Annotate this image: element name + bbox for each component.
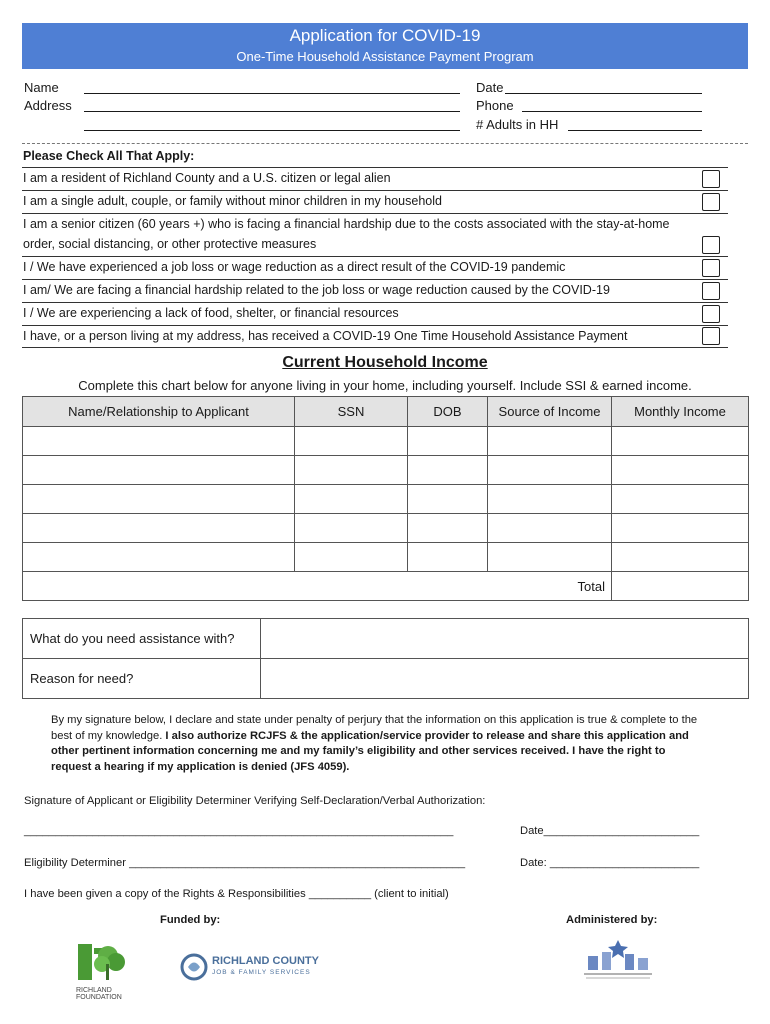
checklist-heading: Please Check All That Apply:: [23, 149, 195, 163]
declaration-authorization-text: I also authorize RCJFS & the application/service provider to release and share this application and other pertinent information concerning me and my family’s eligibility and other services received. I have the right to request a hearing if my application is denied (JFS 4059).: [51, 729, 689, 773]
declaration-paragraph: [51, 713, 706, 775]
checklist-item-text: I am/ We are facing a financial hardship related to the job loss or wage reduction caused by the COVID-19: [23, 283, 610, 297]
determiner-date-line[interactable]: Date: ________________________: [520, 857, 700, 869]
total-cell[interactable]: [612, 572, 749, 601]
reason-field[interactable]: [261, 659, 749, 699]
table-cell[interactable]: [612, 543, 749, 572]
header-banner: [22, 23, 748, 69]
phone-field[interactable]: [522, 111, 702, 112]
swirl-icon: [180, 952, 208, 982]
assistance-need-label: What do you need assistance with?: [23, 619, 261, 659]
adults-field[interactable]: [568, 130, 702, 131]
table-cell[interactable]: [295, 543, 408, 572]
checklist-item: [22, 167, 728, 190]
foundation-name-line2: FOUNDATION: [76, 994, 122, 1001]
income-instructions: Complete this chart below for anyone living in your home, including yourself. Include SSI & earned income.: [78, 378, 692, 393]
adults-label: # Adults in HH: [476, 117, 559, 132]
total-row: [23, 572, 749, 601]
date-label: Date: [476, 80, 504, 95]
assistance-table: [22, 618, 749, 699]
reason-label: Reason for need?: [23, 659, 261, 699]
table-row: [23, 514, 749, 543]
name-label: Name: [24, 80, 59, 95]
checklist-item: [22, 279, 728, 302]
address-field-line2[interactable]: [84, 130, 460, 131]
table-cell[interactable]: [295, 427, 408, 456]
table-cell[interactable]: [23, 543, 295, 572]
table-row: [23, 619, 749, 659]
checkbox[interactable]: [702, 259, 720, 277]
income-section-title: Current Household Income: [282, 354, 488, 371]
house-figures-icon: [578, 938, 658, 982]
table-cell[interactable]: [23, 456, 295, 485]
rcjfs-name-line1: RICHLAND COUNTY: [212, 955, 319, 967]
checklist-item-text: I / We are experiencing a lack of food, shelter, or financial resources: [23, 306, 399, 320]
signature-date-line[interactable]: Date_________________________: [520, 825, 700, 837]
table-cell[interactable]: [295, 514, 408, 543]
richland-foundation-logo: [76, 942, 138, 1001]
table-row: [23, 427, 749, 456]
foundation-name-line1: RICHLAND: [76, 987, 112, 994]
date-field[interactable]: [505, 93, 702, 94]
table-cell[interactable]: [612, 485, 749, 514]
checkbox[interactable]: [702, 193, 720, 211]
checkbox[interactable]: [702, 282, 720, 300]
table-cell[interactable]: [295, 485, 408, 514]
administered-by-label: Administered by:: [566, 914, 658, 926]
table-row: [23, 456, 749, 485]
table-cell[interactable]: [408, 485, 488, 514]
table-cell[interactable]: [488, 456, 612, 485]
name-field[interactable]: [84, 93, 460, 94]
checklist-item-text: I am a resident of Richland County and a U.S. citizen or legal alien: [23, 171, 391, 185]
form-subtitle: One-Time Household Assistance Payment Program: [236, 49, 534, 64]
column-header: SSN: [295, 397, 408, 427]
table-cell[interactable]: [612, 514, 749, 543]
table-cell[interactable]: [612, 427, 749, 456]
checklist-item: [22, 325, 728, 348]
administrator-logo: [578, 938, 658, 982]
checklist-item: [22, 256, 728, 279]
table-cell[interactable]: [488, 543, 612, 572]
funded-by-label: Funded by:: [160, 914, 221, 926]
table-cell[interactable]: [488, 514, 612, 543]
tree-icon: [76, 942, 138, 982]
table-cell[interactable]: [612, 456, 749, 485]
column-header: DOB: [408, 397, 488, 427]
table-cell[interactable]: [295, 456, 408, 485]
checkbox[interactable]: [702, 305, 720, 323]
richland-county-jfs-logo: [180, 950, 320, 986]
table-cell[interactable]: [408, 514, 488, 543]
table-row: [23, 659, 749, 699]
checklist-item-text: I am a senior citizen (60 years +) who is facing a financial hardship due to the costs associated with the stay-at-home order, social distancing, or other protective measures: [23, 217, 670, 251]
table-header-row: [23, 397, 749, 427]
table-cell[interactable]: [488, 485, 612, 514]
eligibility-checklist: [22, 147, 728, 348]
form-title: Application for COVID-19: [289, 26, 481, 45]
checklist-item: [22, 213, 728, 256]
signature-heading: Signature of Applicant or Eligibility Determiner Verifying Self-Declaration/Verbal Authorization:: [24, 795, 486, 807]
table-cell[interactable]: [408, 427, 488, 456]
eligibility-determiner-line[interactable]: Eligibility Determiner ______________________________________________________: [24, 857, 466, 869]
checklist-item-text: I / We have experienced a job loss or wage reduction as a direct result of the COVID-19 pandemic: [23, 260, 566, 274]
address-label: Address: [24, 98, 72, 113]
total-label: Total: [23, 572, 612, 601]
column-header: Name/Relationship to Applicant: [23, 397, 295, 427]
table-cell[interactable]: [23, 427, 295, 456]
address-field-line1[interactable]: [84, 111, 460, 112]
phone-label: Phone: [476, 98, 514, 113]
checklist-item-text: I have, or a person living at my address, has received a COVID-19 One Time Household Assistance Payment: [23, 329, 628, 343]
checkbox[interactable]: [702, 236, 720, 254]
rights-initial-line[interactable]: I have been given a copy of the Rights & Responsibilities __________ (client to initial): [24, 888, 449, 900]
checkbox[interactable]: [702, 327, 720, 345]
table-cell[interactable]: [23, 485, 295, 514]
table-row: [23, 543, 749, 572]
checklist-item-text: I am a single adult, couple, or family without minor children in my household: [23, 194, 442, 208]
checklist-item: [22, 190, 728, 213]
income-table: [22, 396, 749, 601]
declaration-text: By my signature below, I declare and state under penalty of perjury that the information on this application is true & complete to the best of my knowledge.: [51, 714, 698, 742]
column-header: Monthly Income: [612, 397, 749, 427]
table-cell[interactable]: [488, 427, 612, 456]
section-divider: [22, 143, 748, 144]
rcjfs-name-line2: JOB & FAMILY SERVICES: [212, 969, 311, 976]
table-cell[interactable]: [408, 543, 488, 572]
table-row: [23, 485, 749, 514]
applicant-signature-line[interactable]: _____________________________________________________________________: [24, 825, 454, 837]
column-header: Source of Income: [488, 397, 612, 427]
table-cell[interactable]: [23, 514, 295, 543]
checkbox[interactable]: [702, 170, 720, 188]
checklist-item: [22, 302, 728, 325]
assistance-need-field[interactable]: [261, 619, 749, 659]
table-cell[interactable]: [408, 456, 488, 485]
